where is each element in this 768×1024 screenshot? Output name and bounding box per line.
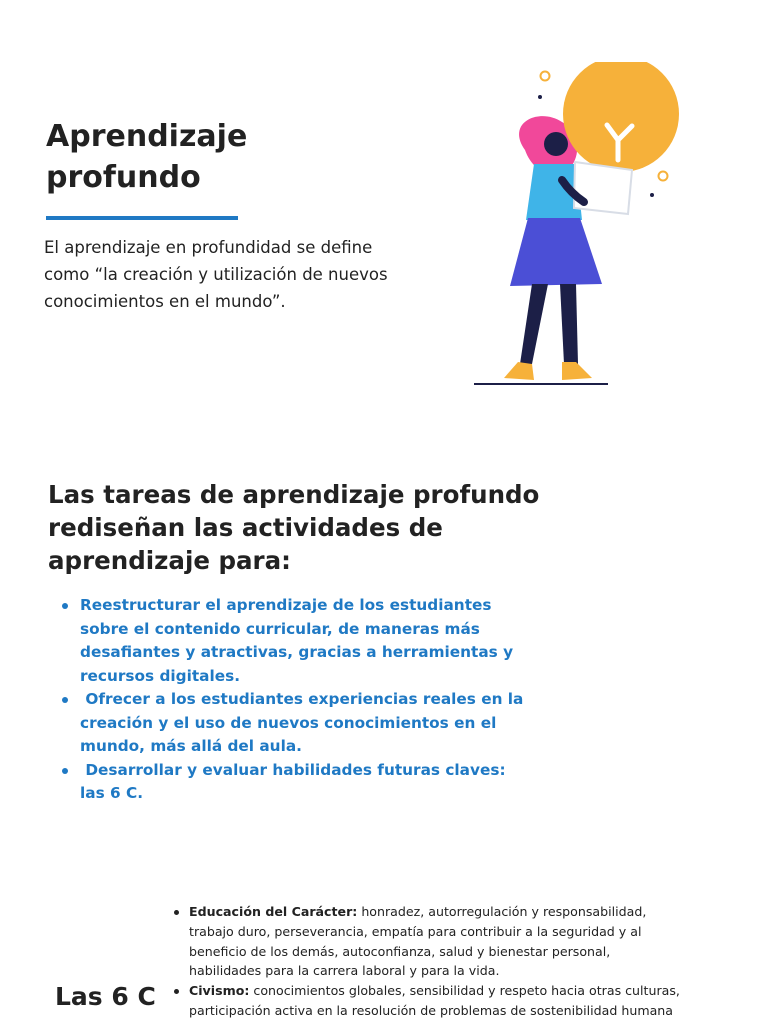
intro-line: conocimientos en el mundo”.	[44, 292, 286, 311]
page-title-line: profundo	[46, 160, 201, 195]
bullet-icon	[174, 910, 179, 915]
list-item	[60, 688, 530, 759]
goals-list	[60, 594, 530, 806]
list-item	[174, 902, 714, 981]
title-underline	[46, 216, 238, 220]
list-item-line: beneficio de los demás, autoconfianza, salud y bienestar personal,	[189, 943, 611, 959]
lightbulb-woman-illustration	[470, 62, 690, 392]
paper-shape	[574, 162, 632, 214]
list-item-line: mundo, más allá del aula.	[80, 737, 302, 755]
list-item-line: Desarrollar y evaluar habilidades futuras claves:	[80, 760, 506, 779]
list-item-line: Ofrecer a los estudiantes experiencias reales en la	[80, 690, 524, 708]
decor-dot-icon	[650, 193, 654, 197]
list-item-line: las 6 C.	[80, 784, 144, 802]
list-item-line: sobre el contenido curricular, de maneras más	[80, 619, 480, 638]
list-item-line	[189, 902, 714, 922]
bullet-icon	[62, 768, 68, 774]
list-item-line: recursos digitales.	[80, 666, 241, 685]
list-item	[174, 981, 714, 1021]
list-item-line: Reestructurar el aprendizaje de los estudiantes	[80, 596, 492, 614]
page-title-line: Aprendizaje	[46, 119, 248, 154]
list-item-line: habilidades para la carrera laboral y para la vida.	[189, 963, 500, 979]
list-item-line	[189, 981, 714, 1001]
list-item	[60, 594, 530, 688]
intro-line: El aprendizaje en profundidad se define	[44, 238, 373, 257]
term-description: honradez, autorregulación y responsabilidad,	[357, 904, 647, 919]
term-label: Civismo:	[189, 983, 250, 999]
head-shape	[544, 132, 568, 156]
lightbulb-icon	[563, 62, 679, 172]
section-heading-line: Las tareas de aprendizaje profundo	[48, 480, 540, 509]
six-c-list	[174, 902, 714, 1021]
list-item	[60, 759, 530, 806]
decor-ring-icon	[659, 172, 668, 181]
term-description: conocimientos globales, sensibilidad y respeto hacia otras culturas,	[249, 983, 680, 999]
intro-line: como “la creación y utilización de nuevos	[44, 265, 388, 284]
list-item-line: desafiantes y atractivas, gracias a herramientas y	[80, 643, 514, 661]
section-heading	[48, 478, 608, 577]
six-c-title: Las 6 C	[55, 982, 156, 1011]
list-item-line: creación y el uso de nuevos conocimientos en el	[80, 713, 497, 732]
list-item-line: trabajo duro, perseverancia, empatía para contribuir a la seguridad y al	[189, 923, 642, 939]
page-title	[46, 116, 346, 198]
list-item-line: participación activa en la resolución de problemas de sostenibilidad humana	[189, 1002, 674, 1018]
decor-dot-icon	[538, 95, 542, 99]
decor-ring-icon	[541, 72, 550, 81]
bullet-icon	[62, 603, 68, 609]
section-heading-line: rediseñan las actividades de	[48, 513, 443, 542]
term-label: Educación del Carácter:	[189, 904, 358, 919]
bullet-icon	[174, 989, 179, 994]
intro-paragraph	[44, 234, 444, 315]
section-heading-line: aprendizaje para:	[48, 546, 291, 575]
bullet-icon	[62, 697, 68, 703]
skirt-shape	[510, 218, 602, 286]
